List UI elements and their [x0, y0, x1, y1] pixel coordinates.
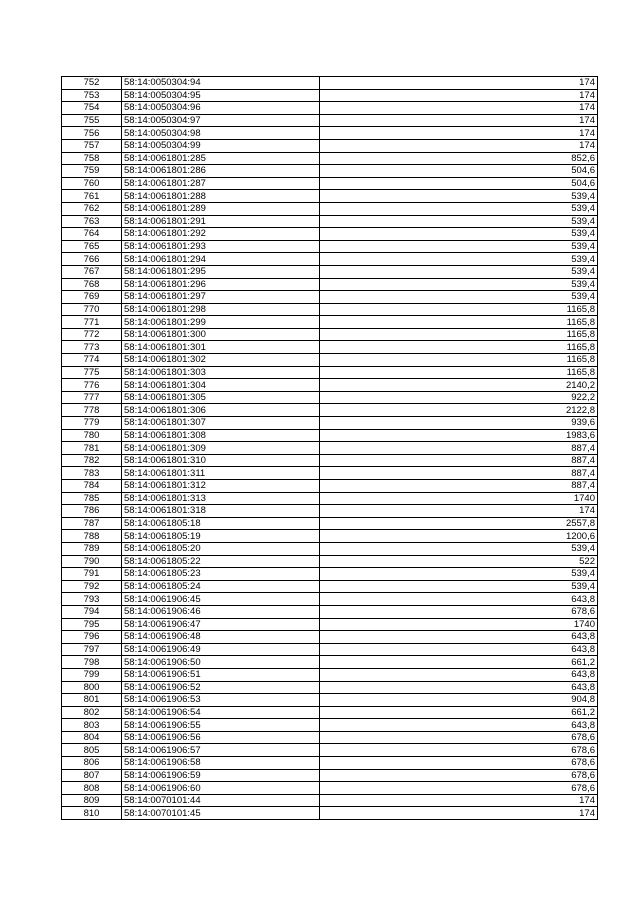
value-cell: 2140,2 [320, 379, 598, 392]
value-cell: 539,4 [320, 542, 598, 555]
value-cell: 678,6 [320, 605, 598, 618]
value-cell: 678,6 [320, 731, 598, 744]
cadastral-number-cell: 58:14:0061801:300 [122, 328, 320, 341]
row-number-cell: 784 [62, 480, 122, 493]
value-cell: 539,4 [320, 291, 598, 304]
value-cell: 678,6 [320, 757, 598, 770]
value-cell: 678,6 [320, 769, 598, 782]
cadastral-number-cell: 58:14:0061801:291 [122, 215, 320, 228]
table-row [62, 442, 598, 455]
row-number-cell: 756 [62, 127, 122, 140]
table-row [62, 706, 598, 719]
row-number-cell: 773 [62, 341, 122, 354]
value-cell: 539,4 [320, 190, 598, 203]
row-number-cell: 769 [62, 291, 122, 304]
value-cell: 643,8 [320, 681, 598, 694]
value-cell: 887,4 [320, 442, 598, 455]
value-cell: 539,4 [320, 580, 598, 593]
row-number-cell: 767 [62, 265, 122, 278]
cadastral-number-cell: 58:14:0061801:301 [122, 341, 320, 354]
cadastral-number-cell: 58:14:0061801:310 [122, 454, 320, 467]
row-number-cell: 797 [62, 643, 122, 656]
cadastral-number-cell: 58:14:0061906:54 [122, 706, 320, 719]
row-number-cell: 799 [62, 668, 122, 681]
row-number-cell: 768 [62, 278, 122, 291]
row-number-cell: 754 [62, 102, 122, 115]
cadastral-number-cell: 58:14:0061801:309 [122, 442, 320, 455]
row-number-cell: 793 [62, 593, 122, 606]
table-row [62, 253, 598, 266]
value-cell: 539,4 [320, 202, 598, 215]
row-number-cell: 776 [62, 379, 122, 392]
cadastral-number-cell: 58:14:0050304:95 [122, 89, 320, 102]
table-row [62, 492, 598, 505]
value-cell: 539,4 [320, 278, 598, 291]
row-number-cell: 790 [62, 555, 122, 568]
cadastral-number-cell: 58:14:0061906:49 [122, 643, 320, 656]
row-number-cell: 757 [62, 139, 122, 152]
row-number-cell: 774 [62, 354, 122, 367]
table-row [62, 240, 598, 253]
value-cell: 939,6 [320, 417, 598, 430]
table-row [62, 265, 598, 278]
row-number-cell: 759 [62, 165, 122, 178]
table-row [62, 152, 598, 165]
cadastral-number-cell: 58:14:0061801:288 [122, 190, 320, 203]
table-row [62, 177, 598, 190]
row-number-cell: 764 [62, 228, 122, 241]
value-cell: 174 [320, 505, 598, 518]
cadastral-number-cell: 58:14:0050304:96 [122, 102, 320, 115]
cadastral-number-cell: 58:14:0061801:311 [122, 467, 320, 480]
cadastral-number-cell: 58:14:0061906:50 [122, 656, 320, 669]
table-row [62, 303, 598, 316]
row-number-cell: 782 [62, 454, 122, 467]
row-number-cell: 755 [62, 114, 122, 127]
row-number-cell: 758 [62, 152, 122, 165]
table-row [62, 794, 598, 807]
row-number-cell: 753 [62, 89, 122, 102]
cadastral-number-cell: 58:14:0061801:318 [122, 505, 320, 518]
cadastral-number-cell: 58:14:0061906:46 [122, 605, 320, 618]
cadastral-number-cell: 58:14:0061805:22 [122, 555, 320, 568]
value-cell: 522 [320, 555, 598, 568]
cadastral-number-cell: 58:14:0050304:98 [122, 127, 320, 140]
row-number-cell: 787 [62, 517, 122, 530]
cadastral-number-cell: 58:14:0061801:312 [122, 480, 320, 493]
table-row [62, 656, 598, 669]
table-row [62, 379, 598, 392]
row-number-cell: 806 [62, 757, 122, 770]
value-cell: 678,6 [320, 744, 598, 757]
cadastral-number-cell: 58:14:0061801:295 [122, 265, 320, 278]
row-number-cell: 807 [62, 769, 122, 782]
cadastral-number-cell: 58:14:0070101:44 [122, 794, 320, 807]
cadastral-number-cell: 58:14:0061801:305 [122, 391, 320, 404]
value-cell: 1165,8 [320, 316, 598, 329]
cadastral-number-cell: 58:14:0061906:58 [122, 757, 320, 770]
value-cell: 643,8 [320, 643, 598, 656]
table-row [62, 782, 598, 795]
table-row [62, 127, 598, 140]
data-table [61, 76, 598, 820]
table-row [62, 605, 598, 618]
value-cell: 1165,8 [320, 366, 598, 379]
table-body [62, 77, 598, 820]
table-row [62, 480, 598, 493]
value-cell: 887,4 [320, 467, 598, 480]
row-number-cell: 803 [62, 719, 122, 732]
cadastral-number-cell: 58:14:0061801:304 [122, 379, 320, 392]
table-row [62, 568, 598, 581]
cadastral-number-cell: 58:14:0061906:57 [122, 744, 320, 757]
value-cell: 174 [320, 127, 598, 140]
table-row [62, 467, 598, 480]
row-number-cell: 789 [62, 542, 122, 555]
cadastral-number-cell: 58:14:0061801:306 [122, 404, 320, 417]
value-cell: 678,6 [320, 782, 598, 795]
value-cell: 174 [320, 807, 598, 820]
table-row [62, 454, 598, 467]
row-number-cell: 780 [62, 429, 122, 442]
table-row [62, 744, 598, 757]
table-row [62, 694, 598, 707]
row-number-cell: 788 [62, 530, 122, 543]
cadastral-number-cell: 58:14:0061906:56 [122, 731, 320, 744]
row-number-cell: 794 [62, 605, 122, 618]
cadastral-number-cell: 58:14:0061801:293 [122, 240, 320, 253]
row-number-cell: 752 [62, 77, 122, 90]
cadastral-number-cell: 58:14:0061801:286 [122, 165, 320, 178]
cadastral-number-cell: 58:14:0061906:45 [122, 593, 320, 606]
table-row [62, 114, 598, 127]
cadastral-number-cell: 58:14:0061906:53 [122, 694, 320, 707]
row-number-cell: 795 [62, 618, 122, 631]
value-cell: 174 [320, 102, 598, 115]
value-cell: 643,8 [320, 593, 598, 606]
table-row [62, 593, 598, 606]
value-cell: 539,4 [320, 228, 598, 241]
value-cell: 887,4 [320, 454, 598, 467]
row-number-cell: 762 [62, 202, 122, 215]
row-number-cell: 766 [62, 253, 122, 266]
table-row [62, 517, 598, 530]
value-cell: 1200,6 [320, 530, 598, 543]
cadastral-number-cell: 58:14:0061801:297 [122, 291, 320, 304]
table-row [62, 341, 598, 354]
value-cell: 539,4 [320, 215, 598, 228]
value-cell: 504,6 [320, 165, 598, 178]
cadastral-number-cell: 58:14:0061801:307 [122, 417, 320, 430]
row-number-cell: 761 [62, 190, 122, 203]
table-row [62, 165, 598, 178]
value-cell: 904,8 [320, 694, 598, 707]
cadastral-number-cell: 58:14:0061801:296 [122, 278, 320, 291]
table-row [62, 417, 598, 430]
cadastral-number-cell: 58:14:0061801:298 [122, 303, 320, 316]
table-row [62, 757, 598, 770]
value-cell: 852,6 [320, 152, 598, 165]
cadastral-number-cell: 58:14:0061906:48 [122, 631, 320, 644]
table-row [62, 328, 598, 341]
row-number-cell: 771 [62, 316, 122, 329]
row-number-cell: 765 [62, 240, 122, 253]
table-row [62, 202, 598, 215]
value-cell: 539,4 [320, 240, 598, 253]
table-row [62, 316, 598, 329]
table-row [62, 391, 598, 404]
row-number-cell: 804 [62, 731, 122, 744]
row-number-cell: 801 [62, 694, 122, 707]
table-row [62, 555, 598, 568]
value-cell: 1165,8 [320, 354, 598, 367]
row-number-cell: 772 [62, 328, 122, 341]
value-cell: 922,2 [320, 391, 598, 404]
table-row [62, 190, 598, 203]
row-number-cell: 798 [62, 656, 122, 669]
cadastral-number-cell: 58:14:0061906:55 [122, 719, 320, 732]
cadastral-number-cell: 58:14:0061906:47 [122, 618, 320, 631]
table-row [62, 643, 598, 656]
value-cell: 661,2 [320, 656, 598, 669]
table-row [62, 731, 598, 744]
value-cell: 504,6 [320, 177, 598, 190]
value-cell: 174 [320, 89, 598, 102]
value-cell: 661,2 [320, 706, 598, 719]
table-row [62, 429, 598, 442]
value-cell: 174 [320, 794, 598, 807]
value-cell: 887,4 [320, 480, 598, 493]
row-number-cell: 808 [62, 782, 122, 795]
value-cell: 1165,8 [320, 328, 598, 341]
cadastral-number-cell: 58:14:0061801:308 [122, 429, 320, 442]
row-number-cell: 775 [62, 366, 122, 379]
table-row [62, 354, 598, 367]
value-cell: 1740 [320, 492, 598, 505]
row-number-cell: 800 [62, 681, 122, 694]
value-cell: 643,8 [320, 668, 598, 681]
value-cell: 1740 [320, 618, 598, 631]
value-cell: 1165,8 [320, 341, 598, 354]
value-cell: 2122,8 [320, 404, 598, 417]
table-row [62, 366, 598, 379]
value-cell: 643,8 [320, 719, 598, 732]
cadastral-number-cell: 58:14:0061906:59 [122, 769, 320, 782]
table-row [62, 580, 598, 593]
table-row [62, 668, 598, 681]
cadastral-number-cell: 58:14:0061805:24 [122, 580, 320, 593]
cadastral-number-cell: 58:14:0061801:299 [122, 316, 320, 329]
value-cell: 539,4 [320, 253, 598, 266]
table-row [62, 719, 598, 732]
cadastral-number-cell: 58:14:0061801:285 [122, 152, 320, 165]
cadastral-number-cell: 58:14:0070101:45 [122, 807, 320, 820]
value-cell: 1983,6 [320, 429, 598, 442]
cadastral-number-cell: 58:14:0061801:287 [122, 177, 320, 190]
table-row [62, 278, 598, 291]
cadastral-number-cell: 58:14:0061801:303 [122, 366, 320, 379]
cadastral-number-cell: 58:14:0061805:18 [122, 517, 320, 530]
table-row [62, 139, 598, 152]
row-number-cell: 792 [62, 580, 122, 593]
cadastral-number-cell: 58:14:0061805:19 [122, 530, 320, 543]
value-cell: 174 [320, 139, 598, 152]
row-number-cell: 779 [62, 417, 122, 430]
table-row [62, 618, 598, 631]
value-cell: 174 [320, 114, 598, 127]
row-number-cell: 785 [62, 492, 122, 505]
row-number-cell: 809 [62, 794, 122, 807]
table-row [62, 228, 598, 241]
cadastral-number-cell: 58:14:0061801:313 [122, 492, 320, 505]
cadastral-number-cell: 58:14:0050304:94 [122, 77, 320, 90]
value-cell: 643,8 [320, 631, 598, 644]
table-row [62, 542, 598, 555]
row-number-cell: 781 [62, 442, 122, 455]
row-number-cell: 810 [62, 807, 122, 820]
table-row [62, 631, 598, 644]
cadastral-number-cell: 58:14:0061801:289 [122, 202, 320, 215]
table-row [62, 807, 598, 820]
row-number-cell: 802 [62, 706, 122, 719]
table-row [62, 102, 598, 115]
cadastral-number-cell: 58:14:0061801:294 [122, 253, 320, 266]
cadastral-number-cell: 58:14:0050304:97 [122, 114, 320, 127]
row-number-cell: 796 [62, 631, 122, 644]
table-row [62, 769, 598, 782]
table-row [62, 89, 598, 102]
table-row [62, 291, 598, 304]
table-row [62, 530, 598, 543]
table-row [62, 77, 598, 90]
cadastral-number-cell: 58:14:0061805:20 [122, 542, 320, 555]
row-number-cell: 778 [62, 404, 122, 417]
cadastral-number-cell: 58:14:0061801:292 [122, 228, 320, 241]
value-cell: 539,4 [320, 265, 598, 278]
value-cell: 1165,8 [320, 303, 598, 316]
row-number-cell: 791 [62, 568, 122, 581]
cadastral-number-cell: 58:14:0061906:60 [122, 782, 320, 795]
value-cell: 2557,8 [320, 517, 598, 530]
cadastral-number-cell: 58:14:0061906:51 [122, 668, 320, 681]
row-number-cell: 777 [62, 391, 122, 404]
cadastral-number-cell: 58:14:0061906:52 [122, 681, 320, 694]
table-row [62, 404, 598, 417]
row-number-cell: 805 [62, 744, 122, 757]
cadastral-number-cell: 58:14:0050304:99 [122, 139, 320, 152]
row-number-cell: 783 [62, 467, 122, 480]
row-number-cell: 760 [62, 177, 122, 190]
row-number-cell: 770 [62, 303, 122, 316]
table-row [62, 505, 598, 518]
row-number-cell: 763 [62, 215, 122, 228]
cadastral-number-cell: 58:14:0061801:302 [122, 354, 320, 367]
table-row [62, 215, 598, 228]
table-row [62, 681, 598, 694]
value-cell: 539,4 [320, 568, 598, 581]
value-cell: 174 [320, 77, 598, 90]
row-number-cell: 786 [62, 505, 122, 518]
cadastral-number-cell: 58:14:0061805:23 [122, 568, 320, 581]
